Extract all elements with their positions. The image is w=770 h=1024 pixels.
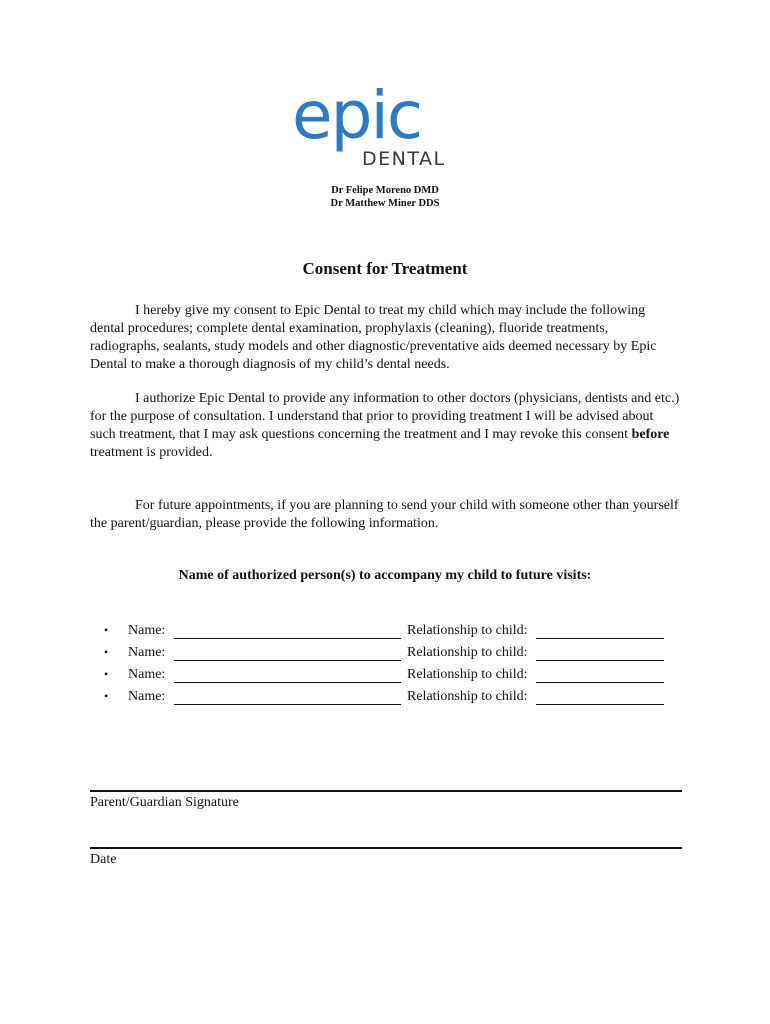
name-field[interactable]: [174, 638, 401, 639]
date-label: Date: [90, 852, 117, 867]
name-field[interactable]: [174, 682, 401, 683]
bullet-icon: •: [104, 645, 109, 659]
date-line[interactable]: [90, 847, 682, 849]
relationship-field[interactable]: [536, 682, 664, 683]
bullet-icon: •: [104, 623, 109, 637]
name-field[interactable]: [174, 660, 401, 661]
relationship-field[interactable]: [536, 660, 664, 661]
paragraph-2-text-end: treatment is provided.: [90, 445, 213, 460]
logo-dental-text: DENTAL: [362, 148, 446, 170]
authorized-persons-heading: Name of authorized person(s) to accompany my child to future visits:: [178, 568, 592, 583]
name-label: Name:: [128, 645, 166, 660]
name-field[interactable]: [174, 704, 401, 705]
document-title: Consent for Treatment: [302, 259, 468, 278]
bullet-icon: •: [104, 667, 109, 681]
relationship-label: Relationship to child:: [407, 645, 528, 660]
relationship-label: Relationship to child:: [407, 689, 528, 704]
consent-paragraph-1: I hereby give my consent to Epic Dental to treat my child which may include the following dental procedures; complete dental examination, prophylaxis (cleaning), fluoride treatments, radiographs, sealants, study models and other diagnostic/preventative aids deemed necessary by Epic Dental to make a thorough diagnosis of my child’s dental needs.: [90, 303, 657, 372]
relationship-label: Relationship to child:: [407, 667, 528, 682]
epic-dental-logo: [292, 88, 478, 170]
future-appointments-paragraph: For future appointments, if you are planning to send your child with someone other than yourself the parent/guardian, please provide the following information.: [90, 498, 679, 531]
paragraph-2-bold-word: before: [631, 427, 670, 442]
relationship-label: Relationship to child:: [407, 623, 528, 638]
paragraph-2-text-start: I authorize Epic Dental to provide any information to other doctors (physicians, dentists and etc.) for the purpose of consultation. I understand that prior to providing treatment I will be advised about such treatment, that I may ask questions concerning the treatment and I may revoke this consent: [90, 391, 680, 442]
doctor-name-1: Dr Felipe Moreno DMD: [331, 185, 439, 196]
logo-epic-text: epic: [292, 88, 422, 154]
name-label: Name:: [128, 623, 166, 638]
relationship-field[interactable]: [536, 704, 664, 705]
relationship-field[interactable]: [536, 638, 664, 639]
bullet-icon: •: [104, 689, 109, 703]
signature-line[interactable]: [90, 790, 682, 792]
signature-label: Parent/Guardian Signature: [90, 795, 239, 810]
doctor-name-2: Dr Matthew Miner DDS: [330, 198, 440, 209]
name-label: Name:: [128, 689, 166, 704]
consent-paragraph-2: [90, 390, 680, 462]
name-label: Name:: [128, 667, 166, 682]
